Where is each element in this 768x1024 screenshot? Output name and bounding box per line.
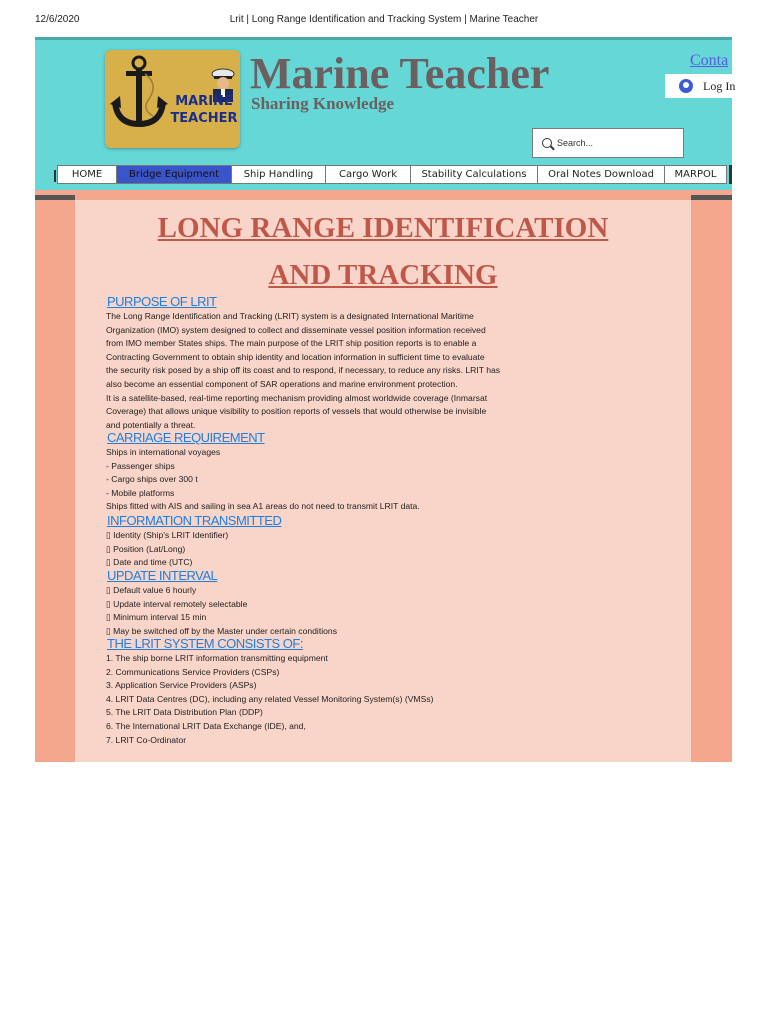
text-line: also become an essential component of SAR operations and marine environment protection. bbox=[106, 378, 458, 389]
text-line: ▯ Default value 6 hourly bbox=[106, 585, 197, 595]
text-line: the security risk posed by a ship off its coast and to respond, if necessary, to reduce any risks. LRIT has bbox=[106, 365, 501, 376]
text-line: ▯ Update interval remotely selectable bbox=[106, 598, 248, 609]
text-line: Organization (IMO) system designed to collect and disseminate vessel position information received bbox=[106, 324, 486, 335]
print-header bbox=[0, 14, 768, 30]
text-line: - Passenger ships bbox=[106, 460, 175, 471]
print-date: 12/6/2020 bbox=[35, 14, 80, 25]
text-line: It is a satellite-based, real-time reporting mechanism providing almost worldwide coverage (Inmarsat bbox=[106, 392, 488, 403]
print-page-title: Lrit | Long Range Identification and Tracking System | Marine Teacher bbox=[229, 14, 539, 25]
text-line: ▯ Date and time (UTC) bbox=[106, 557, 193, 568]
text-line: The Long Range Identification and Tracking (LRIT) system is a designated International Maritime bbox=[106, 311, 474, 321]
nav-item-stability-calculations[interactable]: Stability Calculations bbox=[410, 165, 538, 184]
carriage-text bbox=[106, 446, 566, 514]
text-line: ▯ Identity (Ship's LRIT Identifier) bbox=[106, 530, 229, 540]
heading-system-consists: THE LRIT SYSTEM CONSISTS OF: bbox=[107, 636, 303, 651]
text-line: ▯ Minimum interval 15 min bbox=[106, 612, 207, 623]
heading-information: INFORMATION TRANSMITTED bbox=[107, 513, 282, 528]
text-line: - Cargo ships over 300 t bbox=[106, 474, 198, 485]
user-icon bbox=[679, 79, 693, 93]
text-line: 1. The ship borne LRIT information transmitting equipment bbox=[106, 653, 328, 663]
right-strip bbox=[691, 195, 732, 200]
search-box[interactable] bbox=[532, 128, 684, 158]
article-title-line-2: AND TRACKING bbox=[268, 259, 498, 291]
nav-item-marpol[interactable]: MARPOL bbox=[664, 165, 727, 184]
text-line: 5. The LRIT Data Distribution Plan (DDP) bbox=[106, 707, 263, 718]
nav-right-edge bbox=[729, 165, 732, 184]
text-line: 2. Communications Service Providers (CSPs) bbox=[106, 666, 280, 677]
text-line: Contracting Government to obtain ship identity and location information in sufficient time to evaluate bbox=[106, 351, 485, 362]
text-line: - Mobile platforms bbox=[106, 487, 175, 498]
contact-link[interactable]: Conta bbox=[690, 52, 729, 69]
main-nav bbox=[57, 165, 726, 184]
search-input[interactable] bbox=[555, 134, 679, 152]
login-label: Log In bbox=[703, 79, 736, 93]
nav-left-marker bbox=[54, 170, 56, 182]
text-line: Ships fitted with AIS and sailing in sea A1 areas do not need to transmit LRIT data. bbox=[106, 501, 420, 512]
text-line: 6. The International LRIT Data Exchange (IDE), and, bbox=[106, 720, 306, 731]
text-line: 3. Application Service Providers (ASPs) bbox=[106, 680, 257, 691]
site-frame bbox=[35, 37, 736, 762]
article-title-line-1: LONG RANGE IDENTIFICATION bbox=[157, 212, 609, 244]
update-interval-text bbox=[106, 584, 566, 638]
text-line: and potentially a threat. bbox=[106, 419, 196, 430]
logo[interactable] bbox=[105, 50, 240, 148]
site-header bbox=[35, 37, 736, 190]
site-subtitle: Sharing Knowledge bbox=[251, 94, 395, 113]
text-line: ▯ Position (Lat/Long) bbox=[106, 543, 186, 554]
anchor-icon bbox=[109, 54, 169, 134]
text-line: 4. LRIT Data Centres (DC), including any related Vessel Monitoring System(s) (VMSs) bbox=[106, 693, 434, 704]
text-line: ▯ May be switched off by the Master under certain conditions bbox=[106, 625, 337, 636]
nav-item-home[interactable]: HOME bbox=[57, 165, 117, 184]
nav-item-bridge-equipment[interactable]: Bridge Equipment bbox=[116, 165, 232, 184]
text-line: from IMO member States ships. The main purpose of the LRIT ship position reports is to enable a bbox=[106, 338, 477, 349]
text-line: Ships in international voyages bbox=[106, 447, 221, 457]
article-content bbox=[75, 200, 691, 762]
heading-carriage: CARRIAGE REQUIREMENT bbox=[107, 430, 265, 445]
nav-item-cargo-work[interactable]: Cargo Work bbox=[325, 165, 411, 184]
search-icon bbox=[542, 138, 552, 148]
logo-text bbox=[169, 93, 239, 127]
text-line: 7. LRIT Co-Ordinator bbox=[106, 734, 187, 745]
purpose-text bbox=[106, 310, 566, 432]
system-consists-text bbox=[106, 652, 566, 747]
information-text bbox=[106, 529, 566, 570]
text-line: Coverage) that allows unique visibility to position reports of vessels that would otherwise be invisible bbox=[106, 406, 487, 417]
nav-item-oral-notes-download[interactable]: Oral Notes Download bbox=[537, 165, 665, 184]
left-strip bbox=[35, 195, 75, 200]
heading-purpose: PURPOSE OF LRIT bbox=[107, 294, 217, 309]
nav-item-ship-handling[interactable]: Ship Handling bbox=[231, 165, 326, 184]
site-title[interactable]: Marine Teacher bbox=[250, 49, 550, 98]
logo-line-1: MARINE bbox=[175, 94, 233, 109]
login-button[interactable] bbox=[665, 74, 745, 98]
logo-line-2: TEACHER bbox=[170, 111, 238, 126]
heading-update-interval: UPDATE INTERVAL bbox=[107, 568, 218, 583]
